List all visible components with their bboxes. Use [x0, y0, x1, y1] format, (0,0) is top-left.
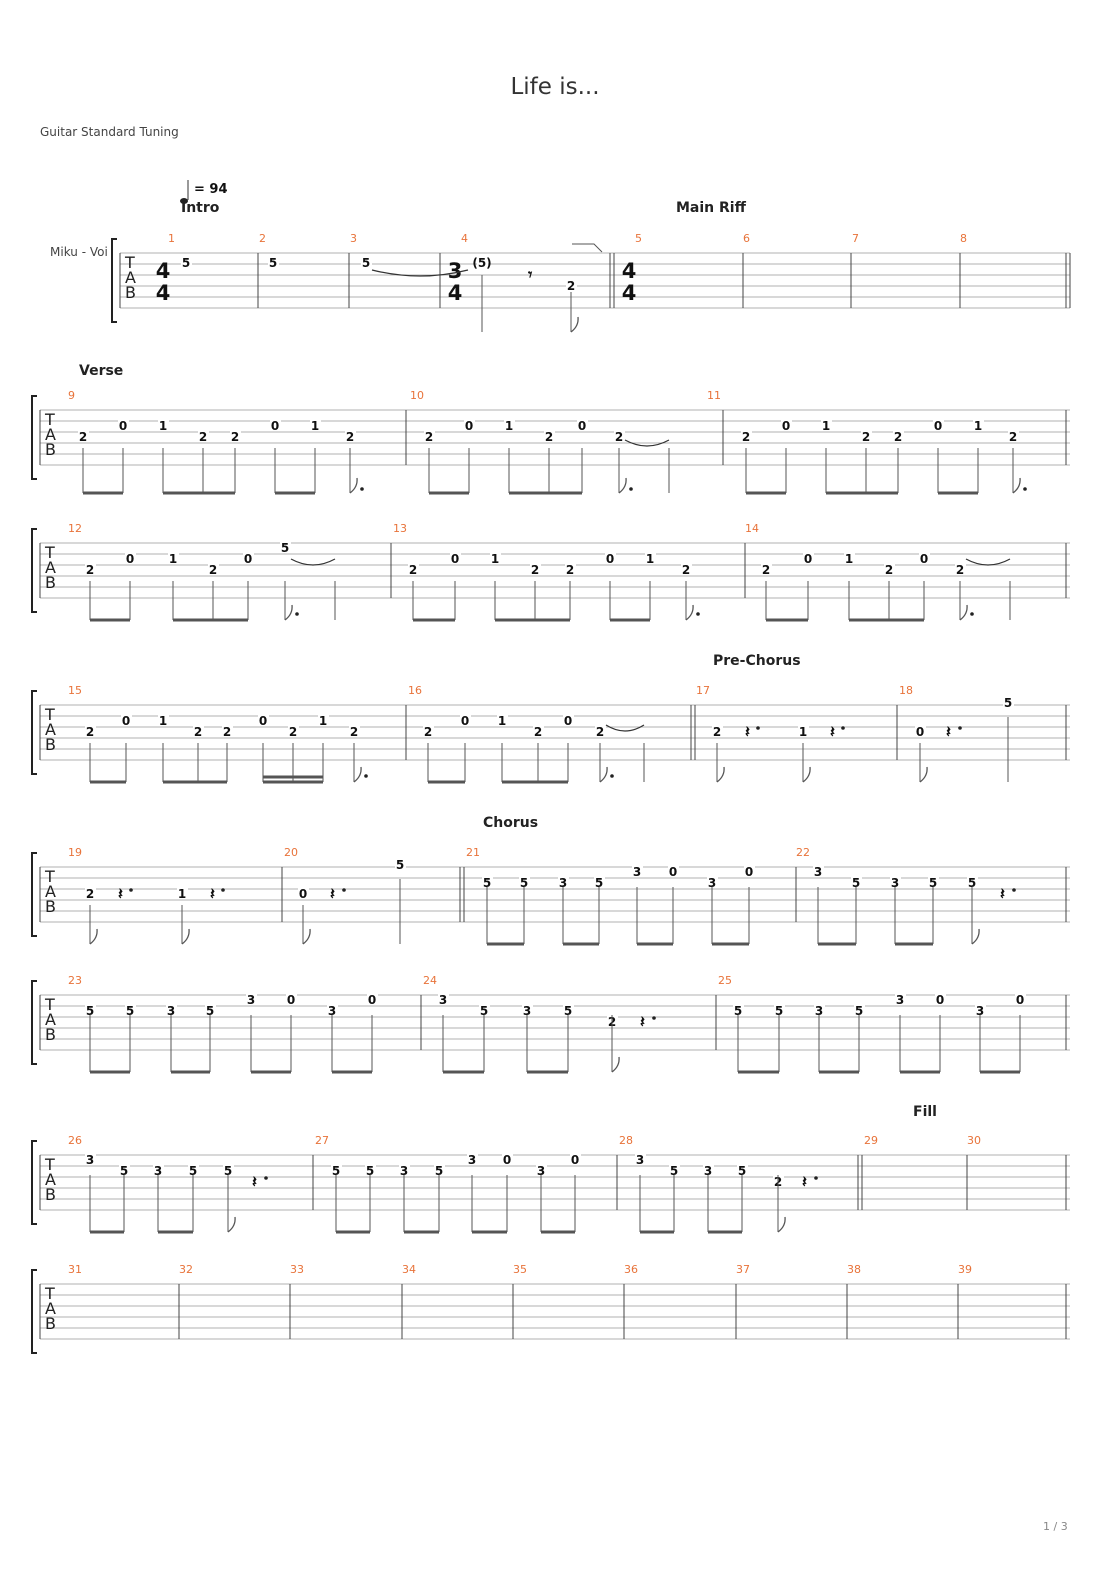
fret-number: 5	[594, 876, 604, 890]
note-flag	[778, 1217, 785, 1232]
fret-number: 2	[1008, 430, 1018, 444]
note-flag	[182, 929, 189, 944]
measure-number: 15	[68, 684, 82, 697]
fret-number: 5	[434, 1164, 444, 1178]
fret-number: 2	[288, 725, 298, 739]
fret-number: 1	[973, 419, 983, 433]
fret-number: 3	[467, 1153, 477, 1167]
fret-number: 5	[331, 1164, 341, 1178]
measure-number: 1	[168, 232, 175, 245]
tab-clef-b: B	[45, 573, 56, 592]
measure-number: 19	[68, 846, 82, 859]
fret-number: 5	[737, 1164, 747, 1178]
fret-number: 3	[166, 1004, 176, 1018]
fret-number: 1	[158, 714, 168, 728]
dot	[364, 774, 368, 778]
note-flag	[285, 605, 292, 620]
fret-number: 2	[761, 563, 771, 577]
fret-number: 2	[85, 563, 95, 577]
fret-number: 5	[85, 1004, 95, 1018]
fret-number: 5	[268, 256, 278, 270]
fret-number: 2	[884, 563, 894, 577]
fret-number: 2	[955, 563, 965, 577]
tab-clef-b: B	[45, 735, 56, 754]
system-bracket	[32, 529, 37, 612]
tab-clef-t: T	[45, 705, 55, 724]
fret-number: 3	[895, 993, 905, 1007]
fret-number: 1	[168, 552, 178, 566]
fret-number: 2	[544, 430, 554, 444]
measure-number: 10	[410, 389, 424, 402]
tab-clef-t: T	[45, 543, 55, 562]
fret-number: 2	[85, 887, 95, 901]
tab-clef-a: A	[125, 268, 136, 287]
fret-number: 3	[813, 865, 823, 879]
fret-number: 2	[349, 725, 359, 739]
measure-number: 37	[736, 1263, 750, 1276]
fret-number: 0	[935, 993, 945, 1007]
fret-number: 5	[395, 858, 405, 872]
fret-number: 3	[246, 993, 256, 1007]
time-signature-bottom: 4	[447, 281, 463, 305]
tab-clef-b: B	[45, 897, 56, 916]
dot	[295, 612, 299, 616]
measure-number: 22	[796, 846, 810, 859]
fret-number: 0	[460, 714, 470, 728]
fret-number: 0	[450, 552, 460, 566]
fret-number: 3	[522, 1004, 532, 1018]
measure-number: 16	[408, 684, 422, 697]
fret-number: 0	[919, 552, 929, 566]
measure-number: 36	[624, 1263, 638, 1276]
fret-number: 5	[519, 876, 529, 890]
fret-number: 3	[814, 1004, 824, 1018]
note-flag	[600, 767, 607, 782]
tab-clef-a: A	[45, 720, 56, 739]
time-signature-top: 3	[447, 259, 463, 283]
time-signature-bottom: 4	[155, 281, 171, 305]
dot	[1023, 487, 1027, 491]
measure-number: 17	[696, 684, 710, 697]
time-signature-top: 4	[621, 259, 637, 283]
fret-number: 0	[1015, 993, 1025, 1007]
dot	[970, 612, 974, 616]
section-marker: Pre-Chorus	[713, 653, 801, 669]
rest-symbol: 𝄽	[118, 884, 123, 903]
fret-number: 2	[607, 1015, 617, 1029]
measure-number: 31	[68, 1263, 82, 1276]
tempo-mark: = 94	[194, 182, 228, 197]
fret-number: 2	[741, 430, 751, 444]
system-bracket	[112, 239, 117, 322]
measure-number: 35	[513, 1263, 527, 1276]
note-flag	[920, 767, 927, 782]
fret-number: 5	[223, 1164, 233, 1178]
dot	[629, 487, 633, 491]
dot	[652, 1016, 656, 1020]
fret-number: 2	[773, 1175, 783, 1189]
measure-number: 9	[68, 389, 75, 402]
fret-number: 2	[530, 563, 540, 577]
fret-number: 2	[198, 430, 208, 444]
section-marker: Main Riff	[676, 200, 746, 216]
measure-number: 8	[960, 232, 967, 245]
tab-clef-t: T	[45, 1284, 55, 1303]
tie	[966, 559, 1010, 565]
tab-clef-a: A	[45, 1010, 56, 1029]
fret-number: 2	[208, 563, 218, 577]
measure-number: 11	[707, 389, 721, 402]
section-marker: Intro	[181, 200, 220, 216]
system-bracket	[32, 691, 37, 774]
rest-symbol: 𝄽	[946, 722, 951, 741]
measure-number: 7	[852, 232, 859, 245]
fret-number: 3	[153, 1164, 163, 1178]
fret-number: 3	[975, 1004, 985, 1018]
section-marker: Fill	[913, 1104, 937, 1120]
rest-symbol: 𝄽	[830, 722, 835, 741]
measure-number: 33	[290, 1263, 304, 1276]
fret-number: 3	[632, 865, 642, 879]
fret-number: 2	[85, 725, 95, 739]
fret-number: 0	[270, 419, 280, 433]
fret-number: 1	[497, 714, 507, 728]
fret-number: 1	[821, 419, 831, 433]
measure-number: 18	[899, 684, 913, 697]
fret-number: 5	[479, 1004, 489, 1018]
fret-number: 1	[490, 552, 500, 566]
note-flag	[686, 605, 693, 620]
fret-number: 2	[193, 725, 203, 739]
fret-number: 5	[774, 1004, 784, 1018]
measure-number: 32	[179, 1263, 193, 1276]
fret-number: 0	[118, 419, 128, 433]
fret-number: 0	[258, 714, 268, 728]
dot	[610, 774, 614, 778]
fret-number: 0	[605, 552, 615, 566]
fret-number: 5	[563, 1004, 573, 1018]
tab-clef-b: B	[45, 1314, 56, 1333]
fret-number: 5	[181, 256, 191, 270]
tie	[606, 725, 644, 731]
fret-number: 3	[703, 1164, 713, 1178]
section-marker: Chorus	[483, 815, 539, 831]
system-bracket	[32, 1270, 37, 1353]
fret-number: 2	[222, 725, 232, 739]
measure-number: 2	[259, 232, 266, 245]
fret-number: 2	[345, 430, 355, 444]
fret-number: 2	[565, 563, 575, 577]
measure-number: 38	[847, 1263, 861, 1276]
note-flag	[612, 1057, 619, 1072]
fret-number: 3	[85, 1153, 95, 1167]
measure-number: 30	[967, 1134, 981, 1147]
fret-number: 5	[1003, 696, 1013, 710]
fret-number: 3	[635, 1153, 645, 1167]
fret-number: 0	[577, 419, 587, 433]
fret-number: 3	[558, 876, 568, 890]
measure-number: 5	[635, 232, 642, 245]
dot	[221, 888, 225, 892]
tab-clef-t: T	[45, 995, 55, 1014]
system-bracket	[32, 853, 37, 936]
fret-number: 2	[861, 430, 871, 444]
fret-number: 5	[733, 1004, 743, 1018]
fret-number: 2	[533, 725, 543, 739]
fret-number: 1	[158, 419, 168, 433]
measure-number: 23	[68, 974, 82, 987]
tab-clef-t: T	[45, 867, 55, 886]
dot	[342, 888, 346, 892]
fret-number: 1	[504, 419, 514, 433]
fret-number: 5	[482, 876, 492, 890]
note-flag	[717, 767, 724, 782]
dot	[360, 487, 364, 491]
rest-symbol: 𝄽	[640, 1012, 645, 1031]
score-title: Life is...	[510, 74, 600, 100]
dot	[696, 612, 700, 616]
time-signature-top: 4	[155, 259, 171, 283]
fret-number: 2	[78, 430, 88, 444]
tab-clef-a: A	[45, 1170, 56, 1189]
tab-clef-a: A	[45, 425, 56, 444]
measure-number: 29	[864, 1134, 878, 1147]
tab-clef-b: B	[125, 283, 136, 302]
fret-number: 3	[536, 1164, 546, 1178]
measure-number: 3	[350, 232, 357, 245]
fret-number: 2	[893, 430, 903, 444]
fret-number: 5	[205, 1004, 215, 1018]
measure-number: 39	[958, 1263, 972, 1276]
fret-number: 1	[844, 552, 854, 566]
rest-symbol: 𝄽	[210, 884, 215, 903]
fret-number: 1	[798, 725, 808, 739]
system-bracket	[32, 981, 37, 1064]
measure-number: 25	[718, 974, 732, 987]
measure-number: 6	[743, 232, 750, 245]
bend-mark	[572, 244, 602, 252]
note-flag	[803, 767, 810, 782]
fret-number: 5	[851, 876, 861, 890]
fret-number: 5	[928, 876, 938, 890]
measure-number: 34	[402, 1263, 416, 1276]
tab-clef-a: A	[45, 882, 56, 901]
fret-number: 5	[125, 1004, 135, 1018]
fret-number: 2	[423, 725, 433, 739]
note-flag	[228, 1217, 235, 1232]
fret-number: 2	[712, 725, 722, 739]
tab-clef-t: T	[45, 410, 55, 429]
fret-number: 2	[408, 563, 418, 577]
dot	[958, 726, 962, 730]
measure-number: 14	[745, 522, 759, 535]
tab-clef-t: T	[45, 1155, 55, 1174]
system-bracket	[32, 1141, 37, 1224]
eighth-rest: 𝄾	[528, 265, 533, 284]
measure-number: 28	[619, 1134, 633, 1147]
tab-clef-a: A	[45, 558, 56, 577]
fret-number: 0	[464, 419, 474, 433]
section-marker: Verse	[79, 363, 124, 379]
fret-number: 3	[890, 876, 900, 890]
note-flag	[619, 478, 626, 493]
fret-number: 0	[298, 887, 308, 901]
note-flag	[972, 929, 979, 944]
dot	[756, 726, 760, 730]
note-flag	[350, 478, 357, 493]
fret-number: 0	[570, 1153, 580, 1167]
note-flag	[354, 767, 361, 782]
fret-number: 0	[121, 714, 131, 728]
fret-number: 0	[502, 1153, 512, 1167]
fret-number: 3	[399, 1164, 409, 1178]
fret-number: 5	[361, 256, 371, 270]
note-flag	[1013, 478, 1020, 493]
fret-number: 5	[280, 541, 290, 555]
fret-number: 0	[744, 865, 754, 879]
measure-number: 4	[461, 232, 468, 245]
dot	[1012, 888, 1016, 892]
rest-symbol: 𝄽	[1000, 884, 1005, 903]
fret-number: 5	[967, 876, 977, 890]
track-label: Miku - Voi	[50, 245, 108, 259]
fret-number: 0	[367, 993, 377, 1007]
fret-number: 2	[614, 430, 624, 444]
rest-symbol: 𝄽	[330, 884, 335, 903]
rest-symbol: 𝄽	[745, 722, 750, 741]
fret-number: 2	[230, 430, 240, 444]
tuning-label: Guitar Standard Tuning	[40, 125, 179, 139]
dot	[841, 726, 845, 730]
note-flag	[90, 929, 97, 944]
fret-number: 5	[188, 1164, 198, 1178]
tab-clef-b: B	[45, 440, 56, 459]
fret-number: 2	[566, 279, 576, 293]
fret-number: 2	[681, 563, 691, 577]
rest-symbol: 𝄽	[252, 1172, 257, 1191]
tab-clef-a: A	[45, 1299, 56, 1318]
fret-number: 0	[803, 552, 813, 566]
measure-number: 21	[466, 846, 480, 859]
tie	[291, 559, 335, 565]
dot	[129, 888, 133, 892]
fret-number: 1	[310, 419, 320, 433]
measure-number: 24	[423, 974, 437, 987]
dot	[814, 1176, 818, 1180]
fret-number: 5	[669, 1164, 679, 1178]
note-flag	[960, 605, 967, 620]
page-number: 1 / 3	[1043, 1520, 1068, 1533]
fret-number: 5	[119, 1164, 129, 1178]
fret-number: 0	[933, 419, 943, 433]
measure-number: 12	[68, 522, 82, 535]
note-flag	[571, 317, 578, 332]
fret-number: 0	[915, 725, 925, 739]
fret-number: 0	[781, 419, 791, 433]
fret-number: 3	[707, 876, 717, 890]
rest-symbol: 𝄽	[802, 1172, 807, 1191]
measure-number: 26	[68, 1134, 82, 1147]
fret-number: 5	[854, 1004, 864, 1018]
fret-number: (5)	[472, 256, 492, 270]
fret-number: 5	[365, 1164, 375, 1178]
time-signature-bottom: 4	[621, 281, 637, 305]
dot	[264, 1176, 268, 1180]
fret-number: 0	[125, 552, 135, 566]
fret-number: 3	[327, 1004, 337, 1018]
fret-number: 0	[286, 993, 296, 1007]
fret-number: 2	[424, 430, 434, 444]
tab-clef-t: T	[125, 253, 135, 272]
fret-number: 2	[595, 725, 605, 739]
fret-number: 0	[243, 552, 253, 566]
fret-number: 1	[645, 552, 655, 566]
measure-number: 20	[284, 846, 298, 859]
fret-number: 1	[177, 887, 187, 901]
note-flag	[303, 929, 310, 944]
system-bracket	[32, 396, 37, 479]
fret-number: 3	[438, 993, 448, 1007]
tab-clef-b: B	[45, 1025, 56, 1044]
measure-number: 13	[393, 522, 407, 535]
tab-clef-b: B	[45, 1185, 56, 1204]
fret-number: 1	[318, 714, 328, 728]
fret-number: 0	[563, 714, 573, 728]
fret-number: 0	[668, 865, 678, 879]
measure-number: 27	[315, 1134, 329, 1147]
